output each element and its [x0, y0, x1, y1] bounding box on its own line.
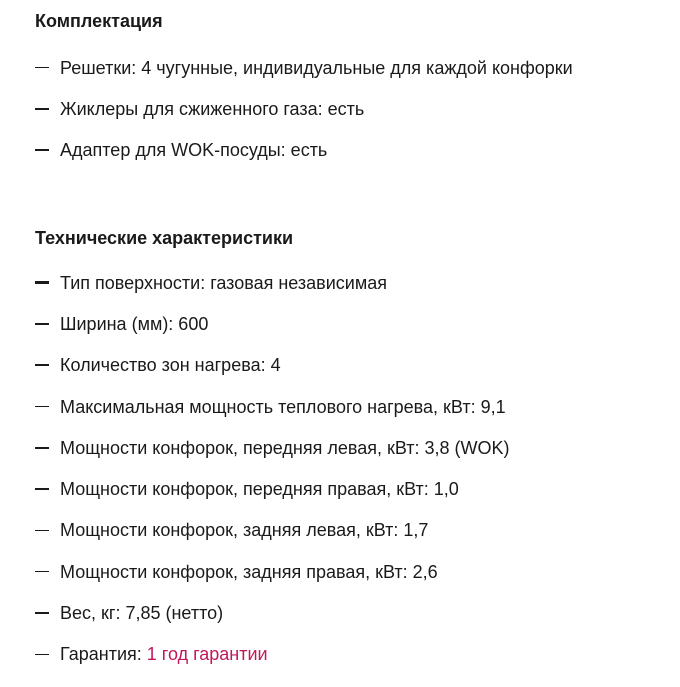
list-item — [35, 468, 510, 509]
list-item — [35, 427, 510, 468]
list-item-text: Максимальная мощность теплового нагрева, кВт: 9,1 — [60, 396, 506, 417]
list-item-text: Вес, кг: 7,85 (нетто) — [60, 603, 224, 624]
dash-icon — [35, 108, 49, 110]
kit-section-title: Комплектация — [35, 11, 163, 31]
dash-icon — [35, 364, 49, 366]
dash-icon — [35, 149, 49, 151]
dash-icon — [35, 447, 49, 449]
warranty-label: Гарантия: — [60, 644, 147, 665]
dash-icon — [35, 323, 49, 325]
list-item — [35, 592, 510, 633]
list-item — [35, 551, 510, 592]
list-item-text: Жиклеры для сжиженного газа: есть — [60, 98, 365, 119]
list-item-text: Мощности конфорок, задняя правая, кВт: 2,6 — [60, 561, 438, 582]
warranty-link[interactable]: 1 год гарантии — [146, 644, 268, 665]
list-item — [35, 345, 510, 386]
list-item-text: Решетки: 4 чугунные, индивидуальные для каждой конфорки — [60, 57, 573, 78]
list-item — [35, 262, 510, 303]
list-item-text: Ширина (мм): 600 — [60, 313, 209, 334]
list-item-text: Мощности конфорок, передняя левая, кВт: 3,8 (WOK) — [60, 437, 510, 458]
list-item-text: Тип поверхности: газовая независимая — [60, 272, 387, 293]
list-item-text: Мощности конфорок, задняя левая, кВт: 1,7 — [60, 520, 429, 541]
kit-list — [35, 47, 573, 171]
dash-icon — [35, 654, 49, 656]
dash-icon — [35, 488, 49, 490]
dash-icon — [35, 406, 49, 408]
specs-list — [35, 262, 510, 675]
list-item-text: Количество зон нагрева: 4 — [60, 355, 281, 376]
list-item — [35, 130, 573, 171]
specs-section-title: Технические характеристики — [35, 228, 294, 248]
dash-icon — [35, 281, 49, 284]
dash-icon — [35, 530, 49, 532]
list-item — [35, 47, 573, 88]
list-item — [35, 303, 510, 344]
dash-icon — [35, 612, 49, 614]
warranty-item — [35, 634, 510, 675]
dash-icon — [35, 571, 49, 573]
list-item — [35, 88, 573, 129]
dash-icon — [35, 67, 49, 69]
list-item-text: Адаптер для WOK-посуды: есть — [60, 140, 328, 161]
list-item-text: Мощности конфорок, передняя правая, кВт: 1,0 — [60, 479, 459, 500]
list-item — [35, 510, 510, 551]
list-item — [35, 386, 510, 427]
